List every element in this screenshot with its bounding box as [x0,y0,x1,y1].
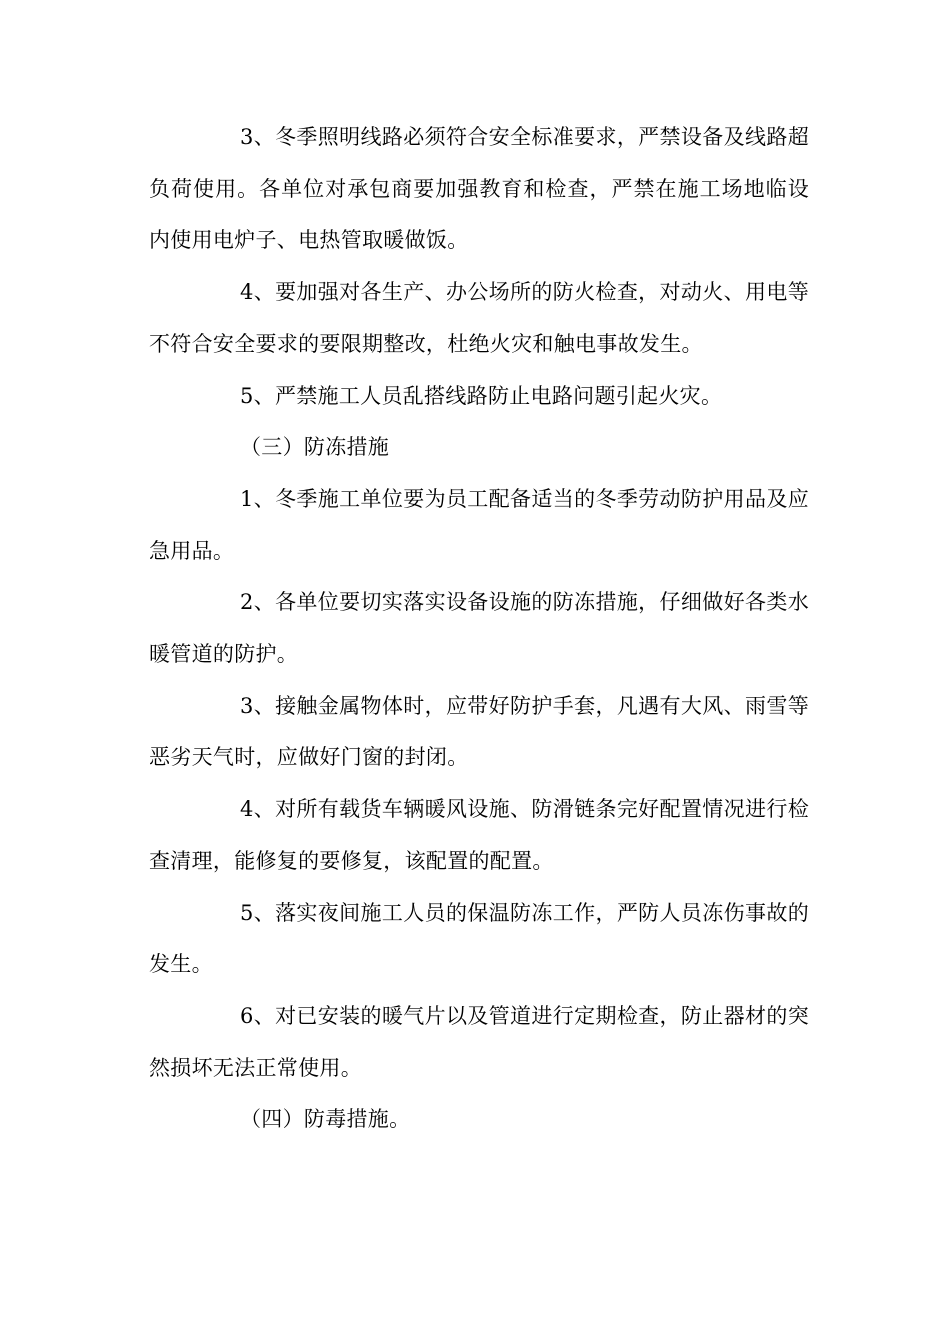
document-body [149,112,809,1146]
paragraph-wiring-ban: 5、严禁施工人员乱搭线路防止电路问题引起火灾。 [240,383,723,408]
paragraph-protective-gear: 1、冬季施工单位要为员工配备适当的冬季劳动防护用品及应急用品。 [149,486,809,563]
paragraph-fire-inspection: 4、要加强对各生产、办公场所的防火检查，对动火、用电等不符合安全要求的要限期整改，杜绝火灾和触电事故发生。 [149,280,809,356]
paragraph-metal-contact: 3、接触金属物体时，应带好防护手套，凡遇有大风、雨雪等恶劣天气时，应做好门窗的封闭。 [149,693,809,770]
section-heading-antifreeze: （三）防冻措施 [240,435,390,460]
paragraph-pipe-protection: 2、各单位要切实落实设备设施的防冻措施，仔细做好各类水暖管道的防护。 [149,590,809,667]
paragraph-night-work: 5、落实夜间施工人员的保温防冻工作，严防人员冻伤事故的发生。 [149,900,809,977]
paragraph-vehicle-check: 4、对所有载货车辆暖风设施、防滑链条完好配置情况进行检查清理，能修复的要修复，该配置的配置。 [149,797,809,873]
section-heading-antipoison: （四）防毒措施。 [240,1107,411,1132]
paragraph-lighting-safety: 3、冬季照明线路必须符合安全标准要求，严禁设备及线路超负荷使用。各单位对承包商要加强教育和检查，严禁在施工场地临设内使用电炉子、电热管取暖做饭。 [149,125,809,253]
paragraph-radiator-check: 6、对已安装的暖气片以及管道进行定期检查，防止器材的突然损坏无法正常使用。 [149,1003,809,1080]
